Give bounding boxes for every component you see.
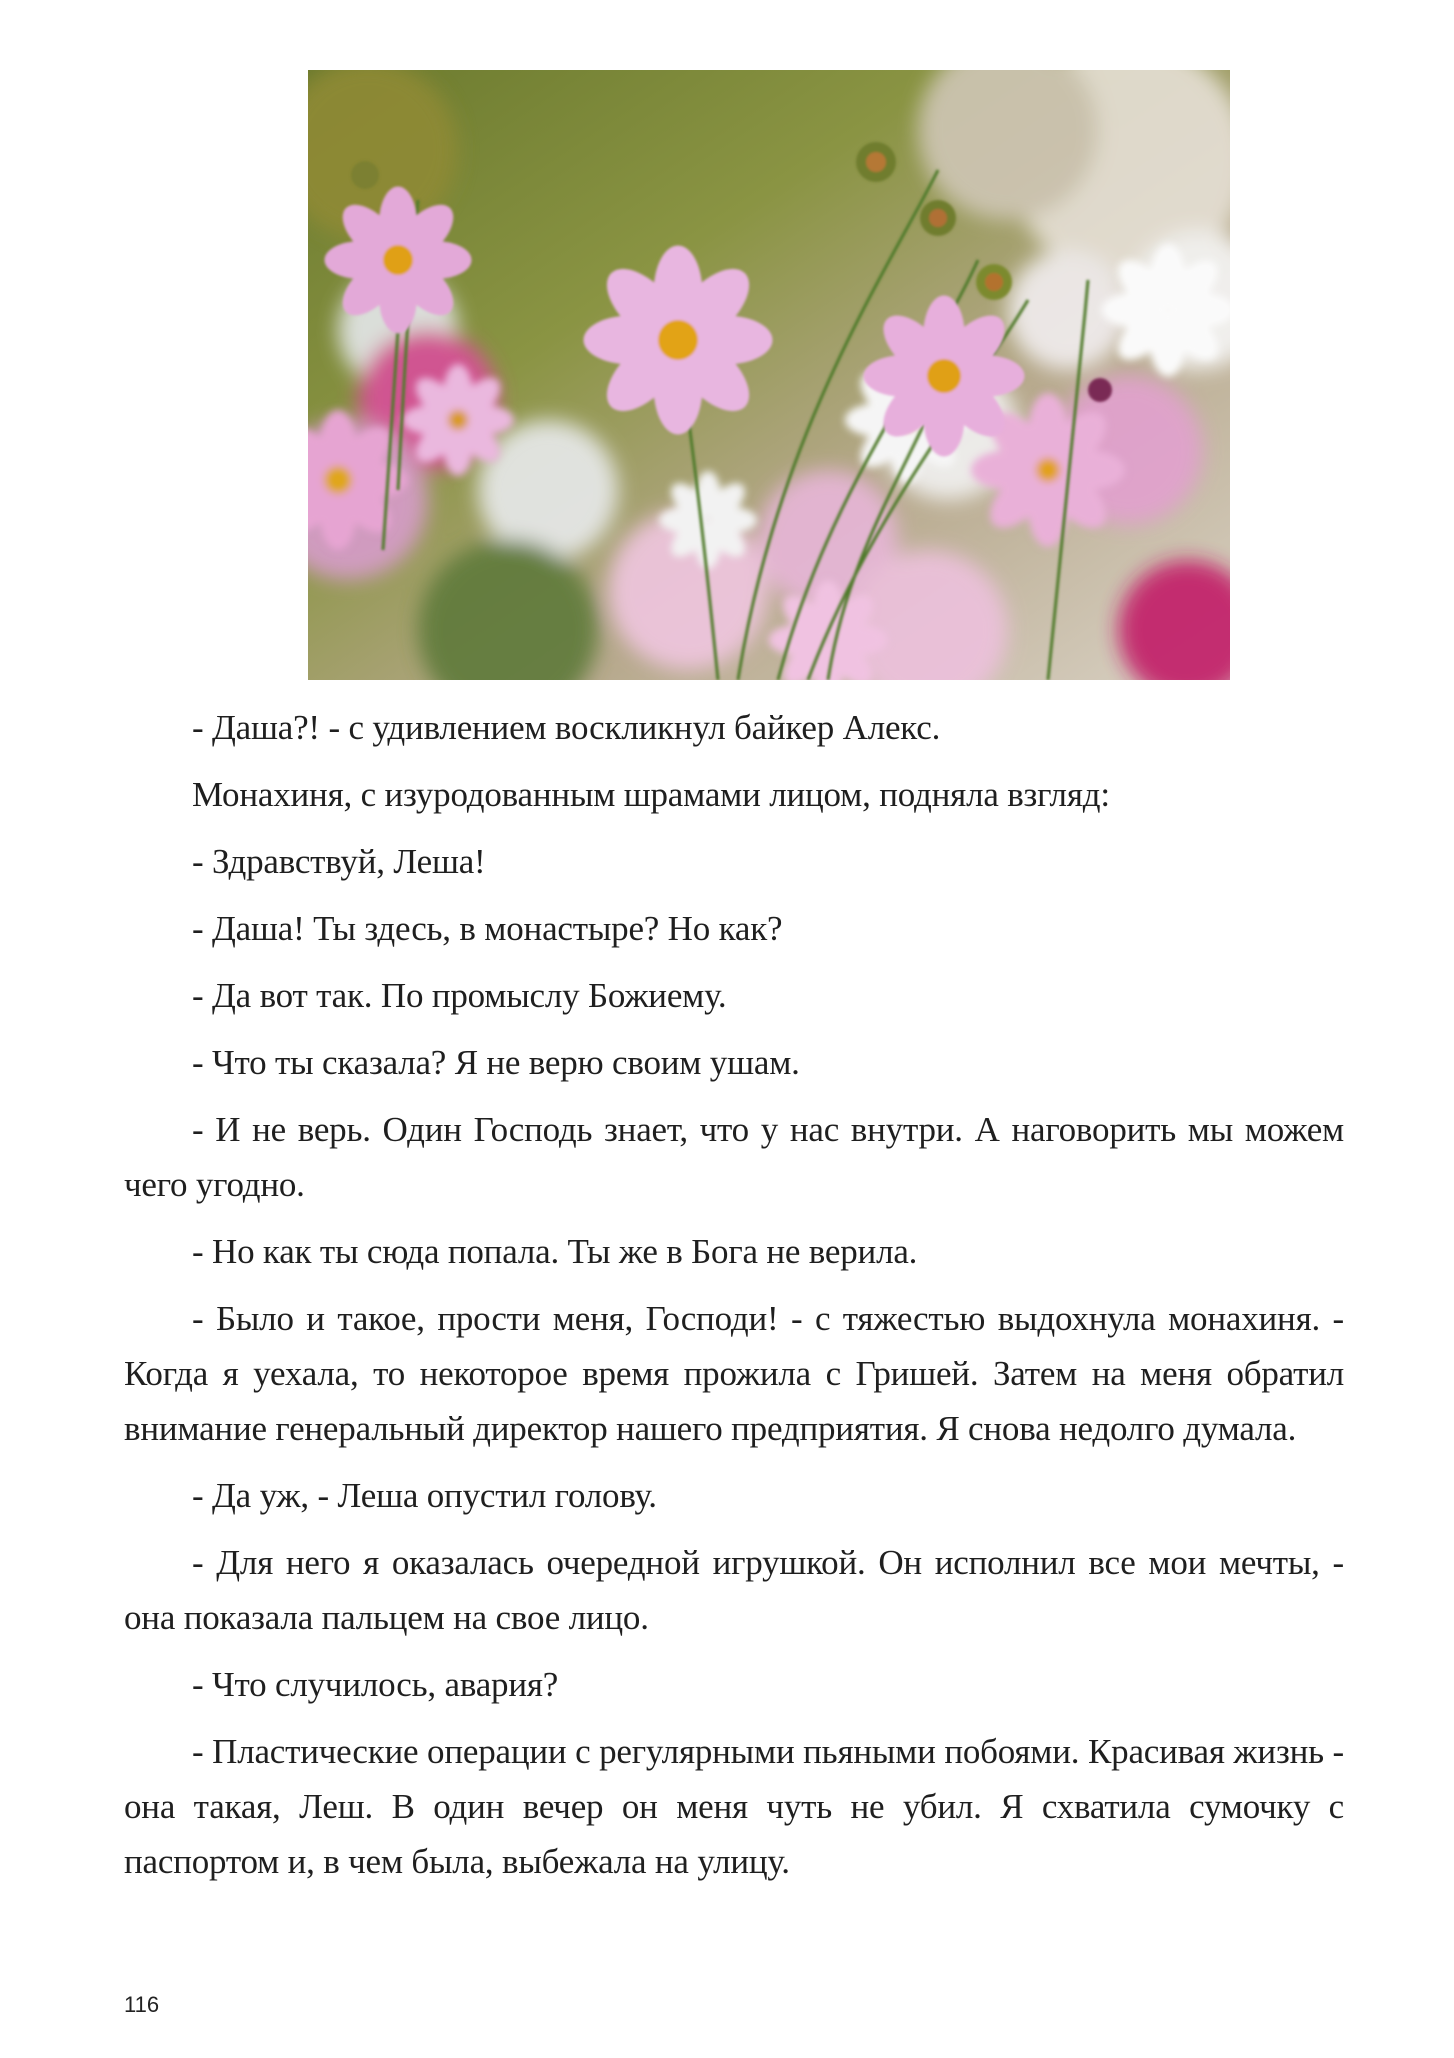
story-text (124, 700, 1344, 1901)
page-number: 116 (124, 1992, 160, 2017)
paragraph: - И не верь. Один Господь знает, что у нас внутри. А наговорить мы можем чего угодно. (124, 1110, 1344, 1204)
paragraph: - Но как ты сюда попала. Ты же в Бога не верила. (192, 1232, 918, 1271)
paragraph: - Да уж, - Леша опустил голову. (192, 1476, 657, 1515)
paragraph: - Что ты сказала? Я не верю своим ушам. (192, 1043, 800, 1082)
paragraph: - Пластические операции с регулярными пьяными побоями. Красивая жизнь - она такая, Леш. В один вечер он меня чуть не убил. Я схватила сумочку с паспортом и, в чем была, выбежала на улицу. (124, 1732, 1344, 1881)
paragraph: - Было и такое, прости меня, Господи! - с тяжестью выдохнула монахиня. - Когда я уехала, то некоторое время прожила с Гришей. Затем на меня обратил внимание генеральный директор нашего предприятия. Я снова недолго думала. (124, 1299, 1344, 1448)
paragraph: - Да вот так. По промыслу Божиему. (192, 976, 727, 1015)
paragraph: - Здравствуй, Леша! (192, 842, 486, 881)
paragraph: - Даша?! - с удивлением воскликнул байкер Алекс. (192, 708, 941, 747)
paragraph: - Для него я оказалась очередной игрушкой. Он исполнил все мои мечты, - она показала пальцем на свое лицо. (124, 1543, 1344, 1637)
paragraph: - Даша! Ты здесь, в монастыре? Но как? (192, 909, 783, 948)
paragraph: - Что случилось, авария? (192, 1665, 559, 1704)
cosmos-flowers-photo (308, 70, 1230, 680)
paragraph: Монахиня, с изуродованным шрамами лицом, подняла взгляд: (192, 775, 1110, 814)
